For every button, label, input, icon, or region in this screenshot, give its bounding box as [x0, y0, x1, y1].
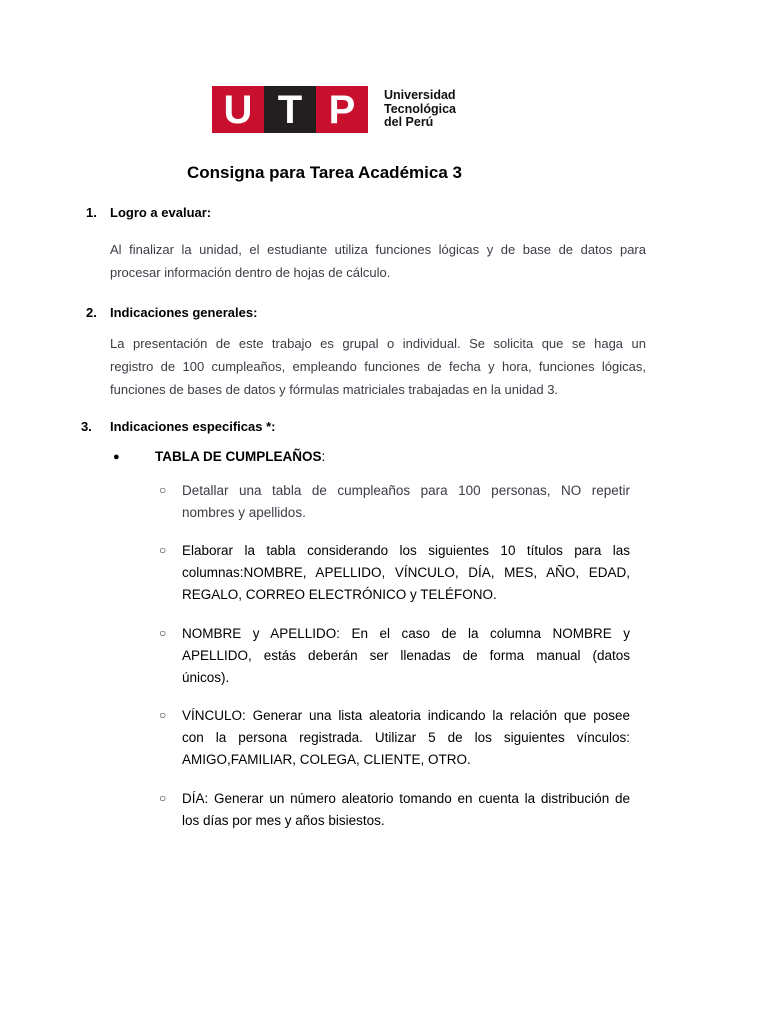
item-line: Detallar una tabla de cumpleaños para 100 personas, NO repetir — [182, 483, 630, 498]
bullet-heading — [155, 449, 325, 464]
item-line: AMIGO,FAMILIAR, COLEGA, CLIENTE, OTRO. — [182, 752, 471, 767]
logo-wordmark — [384, 89, 456, 130]
logo-line: del Perú — [384, 115, 434, 129]
item-line: nombres y apellidos. — [182, 505, 306, 520]
logo-letter-u: U — [212, 86, 264, 133]
section-heading: Indicaciones generales: — [110, 305, 258, 320]
item-line: con la persona registrada. Utilizar 5 de los siguientes vínculos: — [182, 730, 630, 745]
list-item — [182, 540, 630, 606]
item-line: NOMBRE y APELLIDO: En el caso de la columna NOMBRE y — [182, 626, 630, 641]
item-line: Elaborar la tabla considerando los siguientes 10 títulos para las — [182, 543, 630, 558]
section-paragraph — [110, 332, 646, 401]
item-line: REGALO, CORREO ELECTRÓNICO y TELÉFONO. — [182, 587, 497, 602]
item-line: APELLIDO, estás deberán ser llenadas de forma manual (datos — [182, 648, 630, 663]
paragraph-line: La presentación de este trabajo es grupal o individual. Se solicita que se haga un — [110, 336, 646, 351]
logo-letter-p: P — [316, 86, 368, 133]
section-number: 3. — [81, 419, 92, 434]
bullet-marker: ● — [113, 451, 120, 463]
logo-line: Tecnológica — [384, 101, 457, 116]
paragraph-line: procesar información dentro de hojas de cálculo. — [110, 265, 391, 280]
circle-bullet: ○ — [159, 626, 167, 640]
paragraph-line: Al finalizar la unidad, el estudiante utiliza funciones lógicas y de base de datos para — [110, 242, 646, 257]
list-item — [182, 480, 630, 524]
list-item — [182, 705, 630, 771]
circle-bullet: ○ — [159, 543, 167, 557]
circle-bullet: ○ — [159, 791, 167, 805]
item-line: VÍNCULO: Generar una lista aleatoria indicando la relación que posee — [182, 708, 630, 723]
item-line: los días por mes y años bisiestos. — [182, 813, 385, 828]
list-item — [182, 788, 630, 832]
bullet-label: TABLA DE CUMPLEAÑOS — [155, 449, 322, 464]
paragraph-line: funciones de bases de datos y fórmulas matriciales trabajadas en la unidad 3. — [110, 382, 559, 397]
circle-bullet: ○ — [159, 708, 167, 722]
item-line: únicos). — [182, 670, 230, 685]
list-item — [182, 623, 630, 689]
section-number: 2. — [86, 305, 97, 320]
item-line: columnas:NOMBRE, APELLIDO, VÍNCULO, DÍA, MES, AÑO, EDAD, — [182, 565, 630, 580]
item-line: DÍA: Generar un número aleatorio tomando en cuenta la distribución de — [182, 791, 630, 806]
page-title: Consigna para Tarea Académica 3 — [187, 163, 462, 182]
paragraph-line: registro de 100 cumpleaños, empleando funciones de fecha y hora, funciones lógicas, — [110, 359, 646, 374]
utp-logo — [212, 86, 368, 133]
section-paragraph — [110, 238, 646, 284]
bullet-suffix: : — [321, 449, 326, 464]
circle-bullet: ○ — [159, 483, 167, 497]
logo-letter-t: T — [264, 86, 316, 133]
section-heading: Logro a evaluar: — [110, 205, 212, 220]
section-heading: Indicaciones especificas *: — [110, 419, 276, 434]
section-number: 1. — [86, 205, 97, 220]
logo-line: Universidad — [384, 88, 456, 102]
